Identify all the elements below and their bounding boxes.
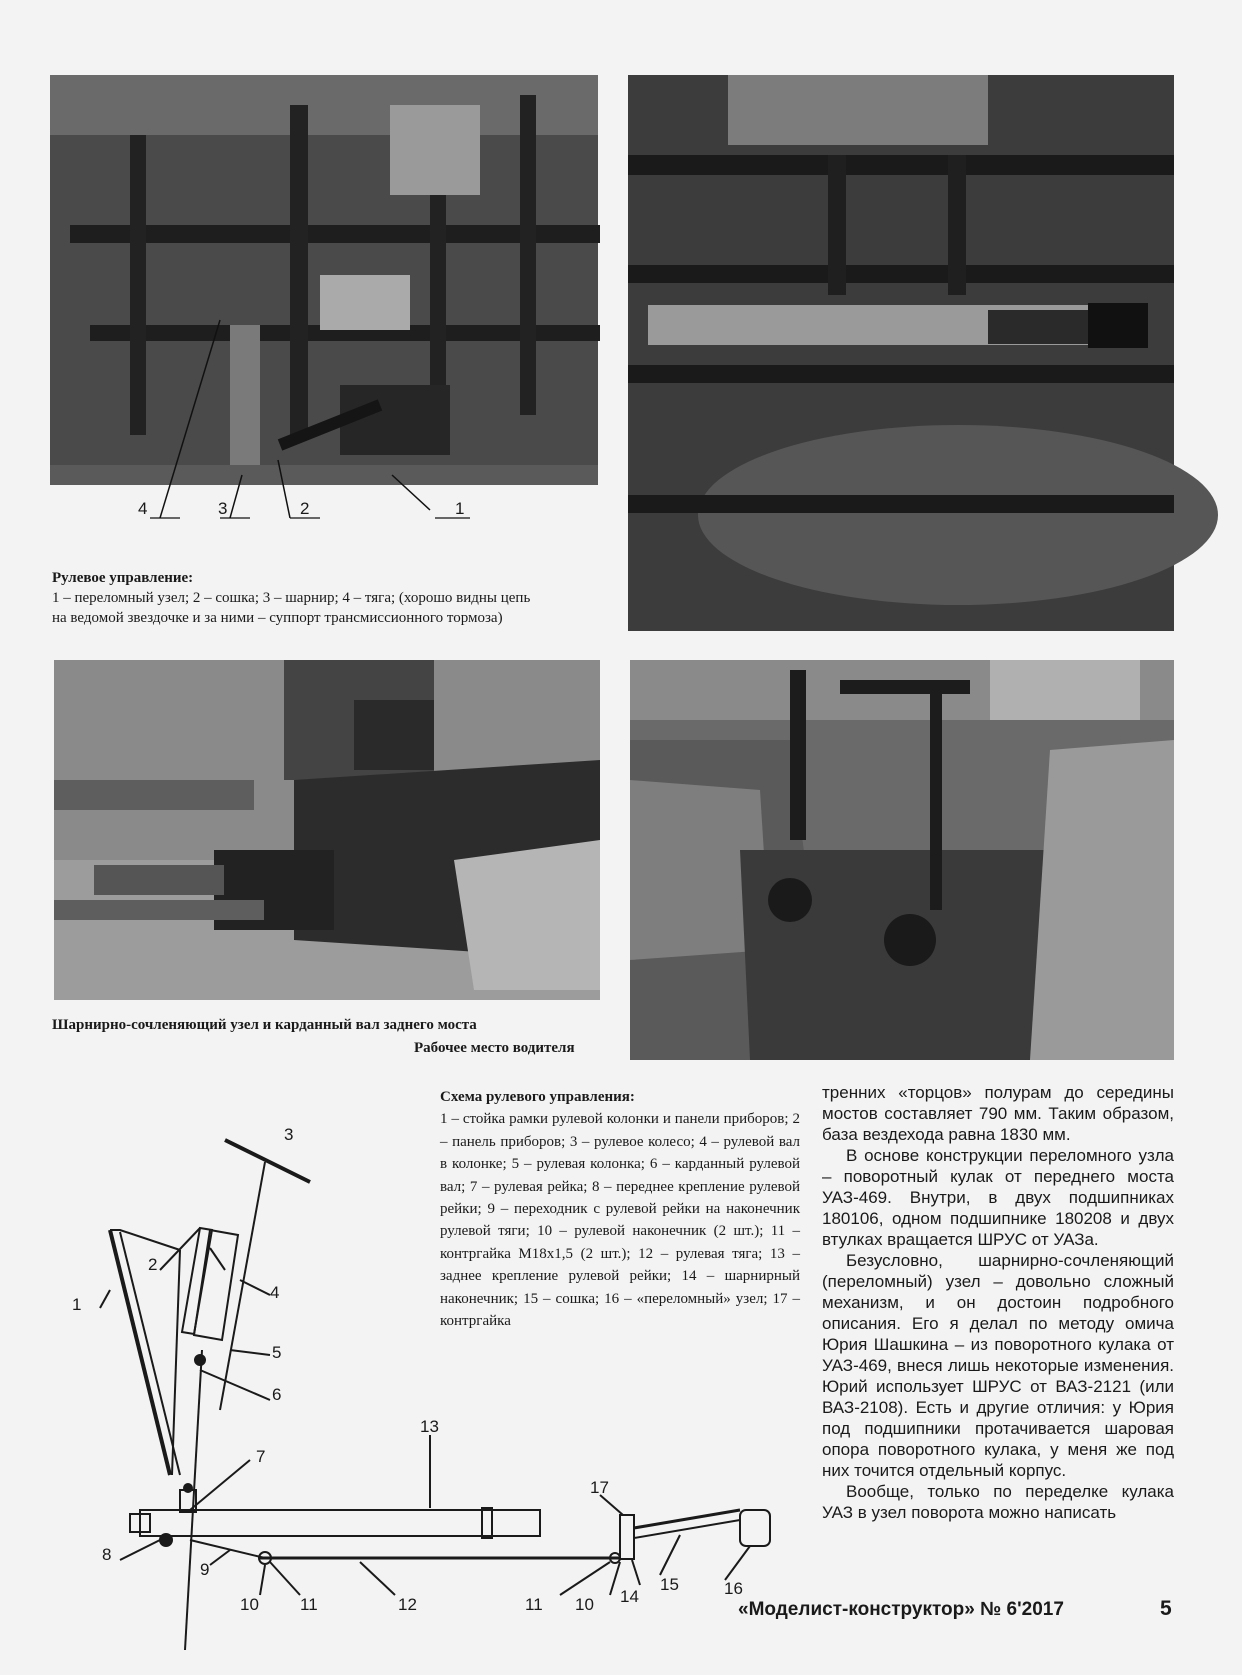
- article-paragraph-3: Безусловно, шарнирно-сочленяющий (переломный) узел – довольно сложный механизм, и он достоин подробного описания. Его я делал по методу омича Юрия Шашкина – из поворотного кулака от УАЗ-469, внеся лишь некоторые изменения. Юрий использует ШРУС от ВАЗ-2121 (или ВАЗ-2108). Есть и другие отличия: у Юрия под подшипники протачивается шаровая опора поворотного кулака, у меня же под них точится отдельный корпус.: [822, 1251, 1174, 1480]
- page-number: 5: [1160, 1597, 1172, 1620]
- schema-legend-text: 1 – стойка рамки рулевой колонки и панели приборов; 2 – панель приборов; 3 – рулевое колесо; 4 – рулевой вал в колонке; 5 – рулевая колонка; 6 – карданный рулевой вал; 7 – рулевая рейка; 8 – переднее крепление рулевой рейки; 9 – переходник с рулевой рейки на наконечник рулевой тяги; 10 – рулевой наконечник (2 шт.); 11 – контргайка М18х1,5 (2 шт.); 12 – рулевая тяга; 13 – заднее крепление рулевой рейки; 14 – шарнирный наконечник; 15 – сошка; 16 – «переломный» узел; 17 – контргайка: [440, 1111, 800, 1330]
- article-column: [822, 1082, 1174, 1523]
- photo-steering-rack: [628, 75, 1174, 631]
- schema-label-11: 11: [300, 1595, 318, 1614]
- schema-label-2: 2: [148, 1255, 158, 1274]
- schema-label-9: 9: [200, 1560, 210, 1579]
- schema-legend: [440, 1086, 800, 1332]
- schema-label-7: 7: [256, 1447, 266, 1466]
- schema-label-10b: 10: [575, 1595, 594, 1614]
- photo-driver-workspace: [630, 660, 1174, 1060]
- photo1-caption-line1: 1 – переломный узел; 2 – сошка; 3 – шарнир; 4 – тяга; (хорошо видны цепь: [52, 590, 531, 606]
- schema-label-13: 13: [420, 1417, 439, 1436]
- photo-articulation-joint: [54, 660, 600, 1000]
- footer-journal-title: «Моделист-конструктор» № 6'2017: [738, 1599, 1064, 1620]
- schema-label-16: 16: [724, 1579, 743, 1598]
- schema-label-3: 3: [284, 1125, 294, 1144]
- photo1-leader-lines: [50, 260, 598, 525]
- schema-label-11b: 11: [525, 1595, 543, 1614]
- photo1-caption-title: Рулевое управление:: [52, 570, 194, 586]
- photo3-caption: Шарнирно-сочленяющий узел и карданный вал заднего моста: [52, 1017, 477, 1033]
- schema-label-12: 12: [398, 1595, 417, 1614]
- article-paragraph-1: тренних «торцов» полурам до середины мостов составляет 790 мм. Таким образом, база вездехода равна 1830 мм.: [822, 1083, 1174, 1144]
- photo1-label-1: 1: [455, 499, 465, 518]
- schema-label-6: 6: [272, 1385, 282, 1404]
- schema-label-10: 10: [240, 1595, 259, 1614]
- schema-title: Схема рулевого управления:: [440, 1089, 635, 1105]
- photo1-label-2: 2: [300, 499, 310, 518]
- schema-label-17: 17: [590, 1478, 609, 1497]
- photo4-caption: Рабочее место водителя: [414, 1040, 575, 1056]
- photo1-caption: [52, 568, 612, 628]
- photo1-label-3: 3: [218, 499, 228, 518]
- photo1-label-4: 4: [138, 499, 148, 518]
- schema-label-1: 1: [72, 1295, 82, 1314]
- schema-label-14: 14: [620, 1587, 639, 1606]
- schema-label-8: 8: [102, 1545, 112, 1564]
- schema-label-15: 15: [660, 1575, 679, 1594]
- schema-label-5: 5: [272, 1343, 282, 1362]
- article-paragraph-4: Вообще, только по переделке кулака УАЗ в узел поворота можно написать: [822, 1482, 1174, 1522]
- schema-label-4: 4: [270, 1283, 280, 1302]
- article-paragraph-2: В основе конструкции переломного узла – поворотный кулак от переднего моста УАЗ-469. Внутри, в двух подшипниках 180106, одном подшипнике 180208 и двух втулках вращается ШРУС от УАЗа.: [822, 1146, 1174, 1249]
- photo1-caption-line2: на ведомой звездочке и за ними – суппорт трансмиссионного тормоза): [52, 610, 503, 626]
